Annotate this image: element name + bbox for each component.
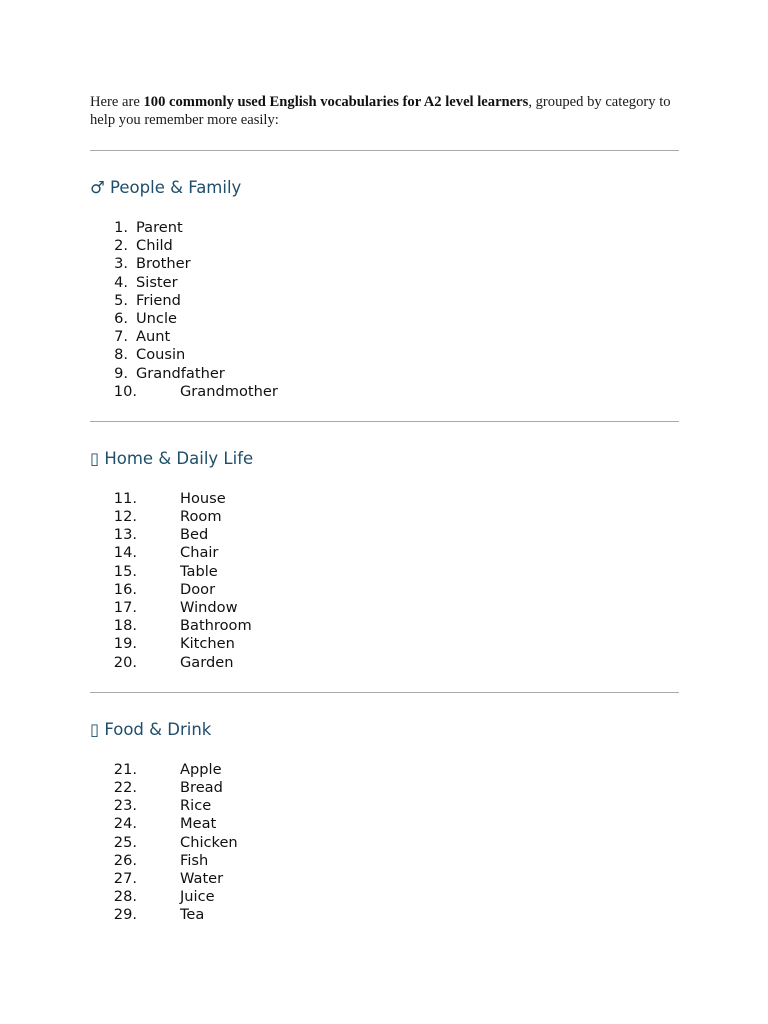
item-word: Table (180, 562, 218, 580)
section-title-text: Food & Drink (104, 719, 212, 739)
vocab-item (90, 906, 679, 924)
intro-lead: Here are (90, 94, 144, 110)
item-number: 7. (114, 328, 128, 346)
item-word: Meat (180, 815, 217, 833)
item-number: 13. (113, 526, 137, 544)
item-number: 9. (114, 364, 128, 382)
vocab-item (90, 365, 679, 383)
vocab-item (90, 581, 679, 599)
section-title-text: People & Family (110, 178, 242, 197)
vocab-item (90, 599, 679, 617)
item-word: Water (180, 869, 224, 887)
vocab-item (90, 237, 679, 255)
item-word: House (180, 489, 226, 507)
item-number: 10. (113, 382, 137, 400)
vocab-item (90, 654, 679, 672)
item-word: Bathroom (180, 617, 252, 635)
item-word: Garden (180, 653, 234, 671)
item-number: 19. (113, 635, 137, 653)
item-word: Door (180, 580, 216, 598)
item-number: 29. (113, 906, 137, 924)
item-number: 11. (113, 489, 137, 507)
item-number: 23. (113, 797, 137, 815)
item-word: Juice (180, 888, 215, 906)
item-word: Brother (136, 255, 191, 273)
item-number: 4. (114, 273, 128, 291)
item-number: 14. (113, 544, 137, 562)
item-word: Apple (180, 760, 222, 778)
item-number: 24. (113, 815, 137, 833)
section-title (90, 449, 679, 469)
vocab-list (90, 219, 679, 401)
intro-paragraph (90, 93, 679, 129)
vocab-item (90, 870, 679, 888)
vocab-item (90, 292, 679, 310)
vocab-item (90, 779, 679, 797)
item-word: Grandfather (136, 364, 225, 382)
vocab-item (90, 508, 679, 526)
item-number: 21. (113, 760, 137, 778)
item-number: 20. (113, 653, 137, 671)
item-word: Grandmother (180, 382, 278, 400)
item-word: Kitchen (180, 635, 235, 653)
vocab-item (90, 617, 679, 635)
item-word: Sister (136, 273, 178, 291)
missing-glyph-icon: ▯ (90, 448, 100, 468)
vocab-item (90, 490, 679, 508)
item-number: 15. (113, 562, 137, 580)
item-word: Chair (180, 544, 219, 562)
item-number: 3. (114, 255, 128, 273)
item-word: Bed (180, 526, 209, 544)
item-word: Friend (136, 291, 181, 309)
vocab-item (90, 761, 679, 779)
section-title (90, 178, 679, 198)
item-number: 8. (114, 346, 128, 364)
male-symbol-icon: ♂ (90, 178, 105, 197)
item-number: 28. (113, 888, 137, 906)
item-number: 2. (114, 237, 128, 255)
intro-rest: , grouped by category to help you remember more easily: (90, 94, 671, 128)
section-title-text: Home & Daily Life (104, 448, 254, 468)
item-word: Child (136, 237, 173, 255)
item-word: Fish (180, 851, 209, 869)
item-word: Rice (180, 797, 212, 815)
vocab-item (90, 219, 679, 237)
item-word: Window (180, 599, 238, 616)
item-word: Uncle (136, 309, 177, 327)
item-number: 27. (113, 869, 137, 887)
item-word: Bread (180, 778, 223, 796)
item-number: 5. (114, 291, 128, 309)
vocab-item (90, 563, 679, 581)
vocab-item (90, 310, 679, 328)
vocab-list (90, 490, 679, 672)
item-number: 18. (113, 617, 137, 635)
vocab-item (90, 635, 679, 653)
item-number: 6. (114, 309, 128, 327)
vocab-item (90, 888, 679, 906)
vocab-item (90, 544, 679, 562)
section-title (90, 720, 679, 740)
vocab-item (90, 526, 679, 544)
item-number: 22. (113, 778, 137, 796)
document-body (90, 93, 679, 924)
vocab-item (90, 815, 679, 833)
vocab-item (90, 383, 679, 401)
item-number: 25. (113, 833, 137, 851)
item-number: 12. (113, 508, 137, 526)
item-word: Tea (180, 906, 205, 924)
section-divider (90, 150, 679, 151)
intro-bold: 100 commonly used English vocabularies for A2 level learners (143, 94, 529, 110)
sections-container (90, 150, 679, 924)
item-word: Cousin (136, 346, 186, 364)
section-divider (90, 692, 679, 693)
vocab-item (90, 346, 679, 364)
missing-glyph-icon: ▯ (90, 719, 100, 739)
vocab-list (90, 761, 679, 925)
item-number: 1. (114, 219, 128, 236)
vocab-item (90, 274, 679, 292)
item-word: Parent (136, 219, 183, 236)
section-divider (90, 421, 679, 422)
item-word: Aunt (136, 328, 171, 346)
vocab-item (90, 852, 679, 870)
item-number: 17. (113, 599, 137, 616)
item-word: Room (180, 508, 222, 526)
item-number: 26. (113, 851, 137, 869)
vocab-item (90, 255, 679, 273)
vocab-item (90, 328, 679, 346)
item-word: Chicken (180, 833, 238, 851)
vocab-item (90, 834, 679, 852)
vocab-item (90, 797, 679, 815)
item-number: 16. (113, 580, 137, 598)
